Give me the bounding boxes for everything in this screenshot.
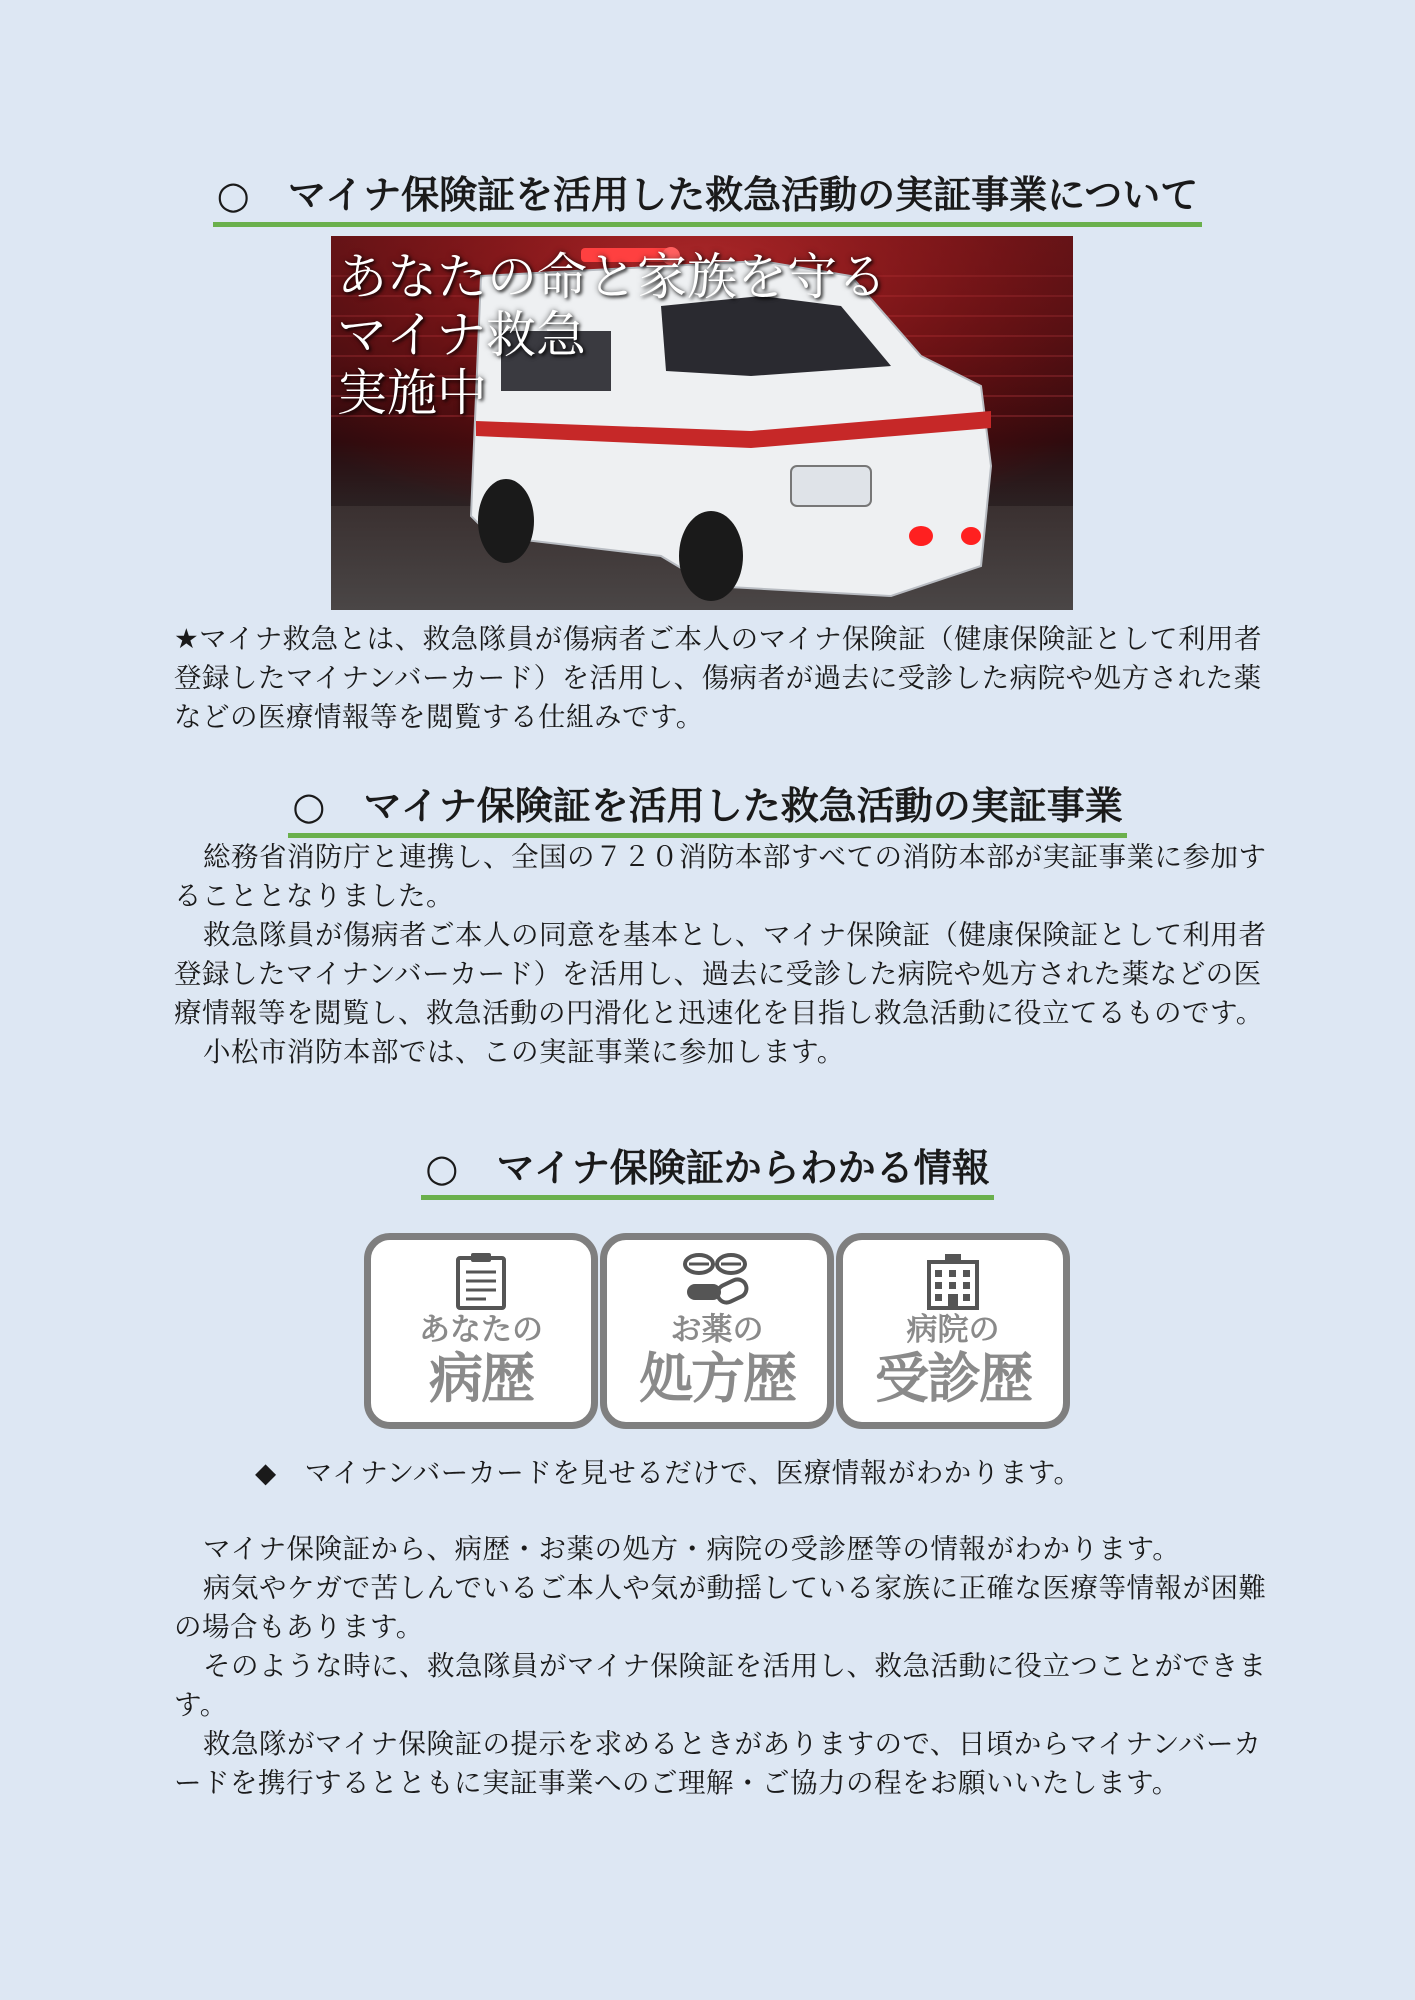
medicine-icon xyxy=(681,1252,753,1310)
tile-big-label: 処方歴 xyxy=(639,1347,795,1410)
photo-caption-line-3: 実施中 xyxy=(337,364,487,422)
clipboard-icon xyxy=(454,1252,508,1310)
tile-visit-history xyxy=(836,1233,1070,1429)
section3-body xyxy=(174,1530,1274,1803)
section3-paragraph-1: マイナ保険証から、病歴・お薬の処方・病院の受診歴等の情報がわかります。 xyxy=(203,1533,1181,1565)
tile-small-label: 病院の xyxy=(906,1312,1000,1348)
mina-kyukyu-description: ★マイナ救急とは、救急隊員が傷病者ご本人のマイナ保険証（健康保険証として利用者登録したマイナンバーカード）を活用し、傷病者が過去に受診した病院や処方された薬などの医療情報等を閲覧する仕組みです。 xyxy=(174,623,1263,733)
tile-medical-history xyxy=(364,1233,598,1429)
section3-heading: ○ マイナ保険証からわかる情報 xyxy=(0,1145,1415,1200)
section3-paragraph-2: 病気やケガで苦しんでいるご本人や気が動揺している家族に正確な医療等情報が困難の場合もあります。 xyxy=(174,1572,1267,1643)
section3-paragraph-3: そのような時に、救急隊員がマイナ保険証を活用し、救急活動に役立つことができます。 xyxy=(174,1650,1267,1721)
tile-big-label: 受診歴 xyxy=(875,1347,1031,1410)
section2-body xyxy=(174,838,1274,1072)
hospital-icon xyxy=(921,1252,985,1310)
section3-paragraph-4: 救急隊がマイナ保険証の提示を求めるときがありますので、日頃からマイナンバーカードを携行するとともに実証事業へのご理解・ご協力の程をお願いいたします。 xyxy=(174,1728,1262,1799)
tile-small-label: あなたの xyxy=(419,1312,543,1348)
key-point-bullet: ◆ マイナンバーカードを見せるだけで、医療情報がわかります。 xyxy=(255,1457,1082,1489)
section2-paragraph-1: 総務省消防庁と連携し、全国の７２０消防本部すべての消防本部が実証事業に参加することとなりました。 xyxy=(174,841,1267,912)
photo-caption-line-1: あなたの命と家族を守る xyxy=(337,248,887,306)
photo-caption xyxy=(337,248,887,422)
section2-paragraph-2: 救急隊員が傷病者ご本人の同意を基本とし、マイナ保険証（健康保険証として利用者登録したマイナンバーカード）を活用し、過去に受診した病院や処方された薬などの医療情報等を閲覧し、救急活動の円滑化と迅速化を目指し救急活動に役立てるものです。 xyxy=(174,919,1267,1029)
medical-info-tiles xyxy=(364,1233,1064,1425)
ambulance-photo xyxy=(331,236,1073,610)
section2-paragraph-3: 小松市消防本部では、この実証事業に参加します。 xyxy=(203,1036,845,1068)
tile-prescription-history xyxy=(600,1233,834,1429)
section1-heading: ○ マイナ保険証を活用した救急活動の実証事業について xyxy=(0,172,1415,227)
tile-small-label: お薬の xyxy=(670,1312,764,1348)
tile-big-label: 病歴 xyxy=(429,1347,533,1410)
section2-heading: ○ マイナ保険証を活用した救急活動の実証事業 xyxy=(0,783,1415,838)
photo-caption-line-2: マイナ救急 xyxy=(337,306,586,364)
